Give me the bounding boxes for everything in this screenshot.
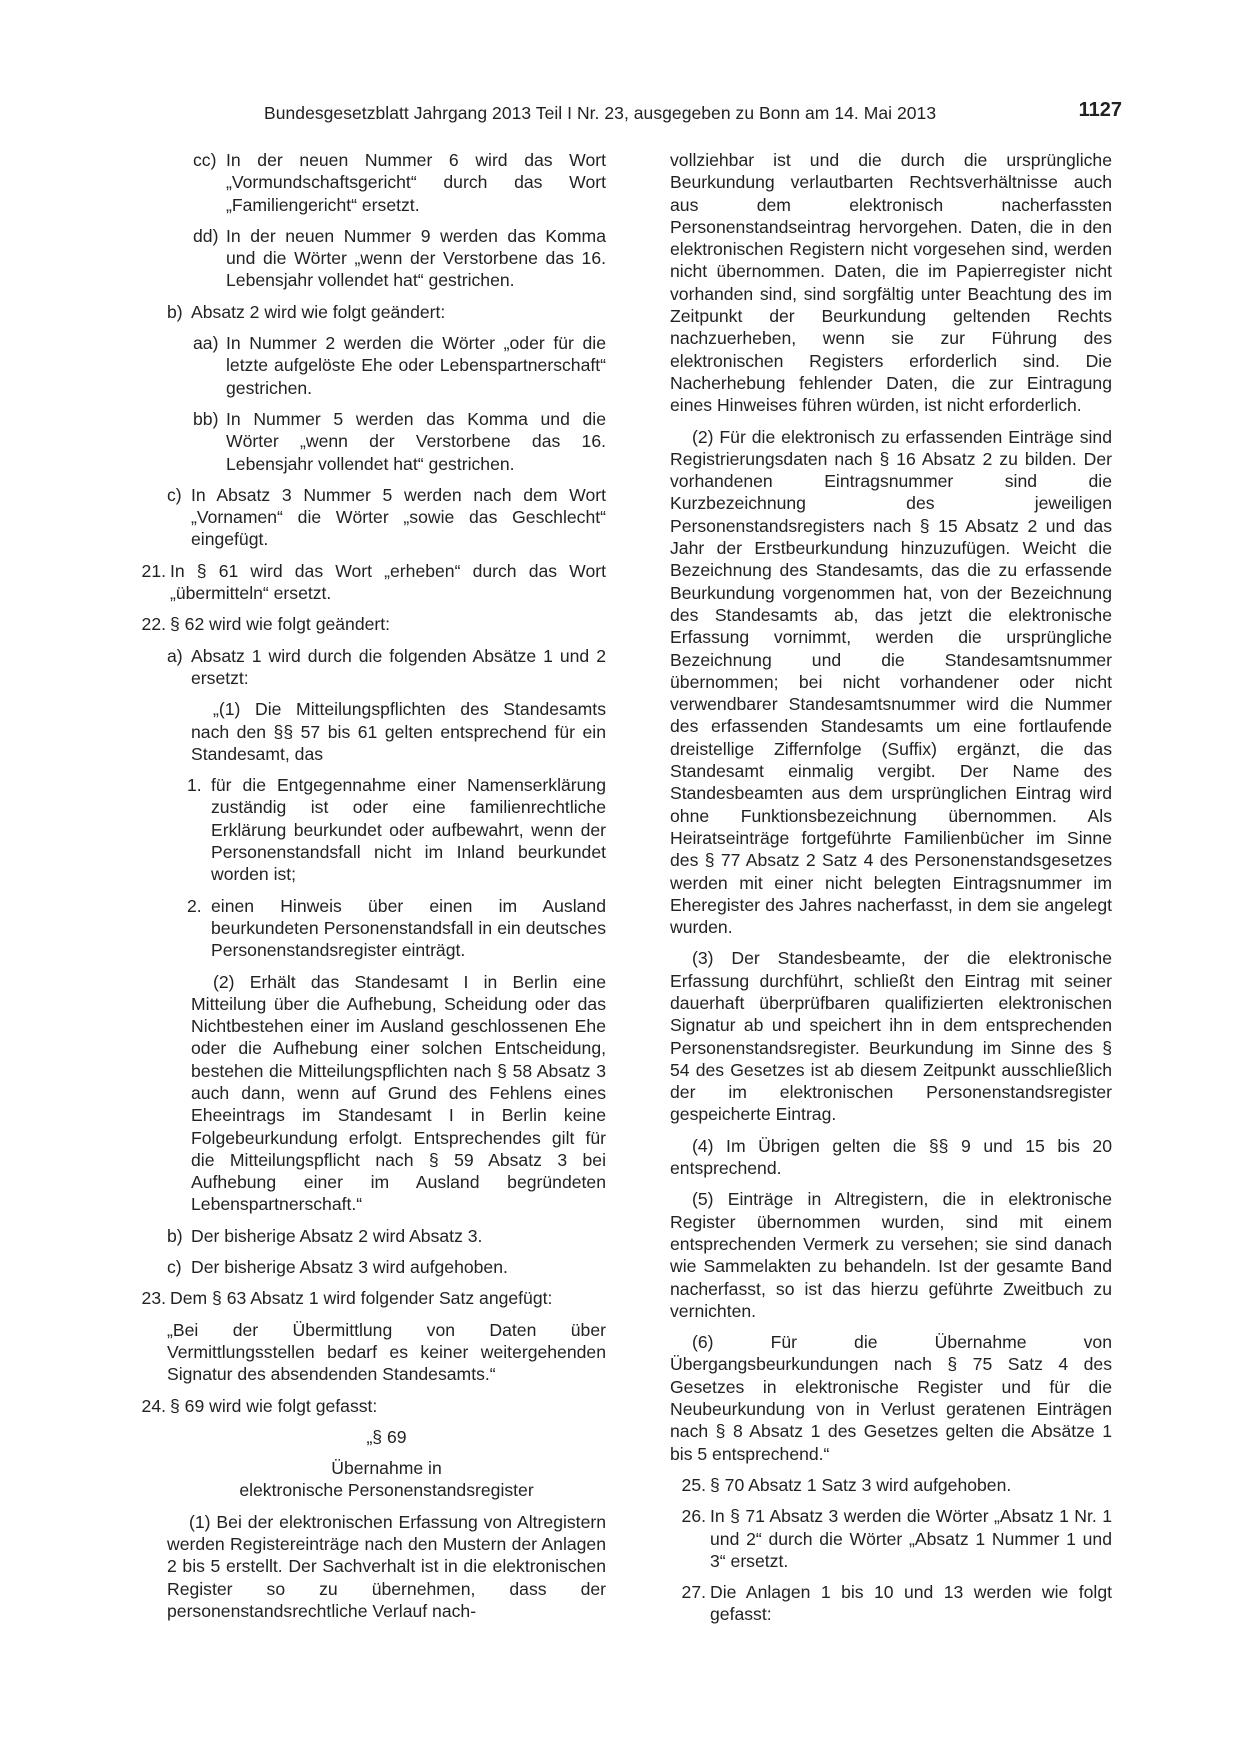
list-item xyxy=(130,332,606,399)
item-label: bb) xyxy=(193,408,219,429)
quoted-paragraph: „(1) Die Mitteilungspflichten des Standesamts nach den §§ 57 bis 61 gelten entsprechend für ein Standesamt, das xyxy=(191,699,606,764)
item-label: b) xyxy=(167,1225,183,1246)
item-text: einen Hinweis über einen im Ausland beurkundeten Personenstandsfall in ein deutsches Personenstandsregister einträgt. xyxy=(211,895,606,961)
section-paragraph-6: (6) Für die Übernahme von Übergangsbeurkundungen nach § 75 Satz 4 des Gesetzes in elektronische Register und für die Neubeurkundung von in Verlust geratenen Einträgen nach § 8 Absatz 1 des Gesetzes gelten die Absätze 1 bis 5 entsprechend.“ xyxy=(670,1332,1112,1464)
list-item xyxy=(130,774,606,885)
list-item xyxy=(130,1225,606,1247)
numbered-item xyxy=(670,1581,1112,1626)
section-title-line-1: Übernahme in xyxy=(331,1458,442,1479)
running-header xyxy=(264,99,1122,127)
quoted-paragraph: (2) Erhält das Standesamt I in Berlin eine Mitteilung über die Aufhebung, Scheidung oder das Nichtbestehen einer im Ausland geschlossenen Ehe oder die Aufhebung einer solchen Entscheidung, bestehen die Mitteilungspflichten nach § 58 Absatz 3 auch dann, wenn auf Grund des Fehlens eines Eheeintrags im Standesamt I in Berlin keine Folgebeurkundung erfolgt. Entsprechendes gilt für die Mitteilungspflicht nach § 59 Absatz 3 bei Aufhebung einer im Ausland begründeten Lebenspartnerschaft.“ xyxy=(191,971,606,1215)
numbered-item xyxy=(130,1287,606,1309)
list-item xyxy=(130,484,606,551)
item-text: § 62 wird wie folgt geändert: xyxy=(170,614,391,635)
item-text: In § 61 wird das Wort „erheben“ durch das Wort „übermitteln“ ersetzt. xyxy=(170,560,606,604)
numbered-item xyxy=(130,560,606,605)
list-item xyxy=(130,149,606,216)
numbered-item xyxy=(670,1505,1112,1572)
list-item xyxy=(130,408,606,475)
item-label: 1. xyxy=(187,775,202,796)
item-number: 25. xyxy=(681,1474,706,1495)
item-text: In Nummer 2 werden die Wörter „oder für die letzte aufgelöste Ehe oder Lebenspartnerschaft“ gestrichen. xyxy=(226,333,606,398)
item-text: Absatz 2 wird wie folgt geändert: xyxy=(191,301,446,322)
section-paragraph-4: (4) Im Übrigen gelten die §§ 9 und 15 bis 20 entsprechend. xyxy=(670,1135,1112,1179)
item-text: In § 71 Absatz 3 werden die Wörter „Absatz 1 Nr. 1 und 2“ durch die Wörter „Absatz 1 Nummer 1 und 3“ ersetzt. xyxy=(710,1506,1112,1571)
section-title-line-2: elektronische Personenstandsregister xyxy=(239,1480,534,1501)
item-label: c) xyxy=(167,484,182,505)
item-label: a) xyxy=(167,645,183,666)
item-text: § 70 Absatz 1 Satz 3 wird aufgehoben. xyxy=(710,1474,1012,1495)
item-text: Die Anlagen 1 bis 10 und 13 werden wie folgt gefasst: xyxy=(710,1582,1112,1625)
item-number: 23. xyxy=(141,1288,166,1309)
list-item xyxy=(130,301,606,323)
item-label: 2. xyxy=(187,895,202,916)
section-paragraph-5: (5) Einträge in Altregistern, die in elektronische Register übernommen wurden, sind mit einem entsprechenden Vermerk zu versehen; sie sind danach wie Sammelakten zu behandeln. Ist der gesamte Band nacherfasst, so ist das hierzu geführte Zweitbuch zu vernichten. xyxy=(670,1189,1112,1321)
numbered-item xyxy=(670,1474,1112,1496)
item-text: für die Entgegennahme einer Namenserklärung zuständig ist oder eine familienrechtliche Erklärung beurkundet oder aufbewahrt, wenn der Personenstandsfall nicht im Inland beurkundet worden ist; xyxy=(211,775,606,885)
item-number: 24. xyxy=(141,1395,166,1416)
item-text: In der neuen Nummer 6 wird das Wort „Vormundschaftsgericht“ durch das Wort „Familiengericht“ ersetzt. xyxy=(226,150,606,215)
list-item xyxy=(130,645,606,690)
section-paragraph-2: (2) Für die elektronisch zu erfassenden Einträge sind Registrierungsdaten nach § 16 Absatz 2 zu bilden. Der vorhandenen Eintragsnummer sind die Kurzbezeichnung des jeweiligen Personenstandsregisters nach § 15 Absatz 2 und das Jahr der Erstbeurkundung hinzuzufügen. Weicht die Bezeichnung des Standesamts, das die zu erfassende Beurkundung vorgenommen hat, von der Bezeichnung des Standesamts ab, das jetzt die elektronische Erfassung vornimmt, werden die ursprüngliche Bezeichnung und die Standesamtsnummer übernommen; bei nicht vorhandener oder nicht verwendbarer Standesamtsnummer wird die Nummer des erfassenden Standesamts um eine fortlaufende dreistellige Ziffernfolge (Suffix) ergänzt, die das Standesamt einmalig vergibt. Der Name des Standesbeamten aus dem ursprünglichen Eintrag wird ohne Funktionsbezeichnung übernommen. Als Heiratseinträge fortgeführte Familienbücher im Sinne des § 77 Absatz 2 Satz 4 des Personenstandsgesetzes werden mit einer nicht belegten Eintragsnummer im Eheregister des Jahres nacherfasst, in dem sie angelegt wurden. xyxy=(670,426,1112,938)
item-text: Der bisherige Absatz 3 wird aufgehoben. xyxy=(191,1257,508,1278)
list-item xyxy=(130,225,606,292)
numbered-item xyxy=(130,1395,606,1417)
item-text: Absatz 1 wird durch die folgenden Absätze 1 und 2 ersetzt: xyxy=(191,645,606,688)
item-label: aa) xyxy=(193,333,219,354)
right-column xyxy=(670,149,1112,1635)
item-text: In der neuen Nummer 9 werden das Komma und die Wörter „wenn der Verstorbene das 16. Lebensjahr vollendet hat“ gestrichen. xyxy=(226,225,606,291)
item-label: b) xyxy=(167,301,183,322)
item-text: In Absatz 3 Nummer 5 werden nach dem Wort „Vornamen“ die Wörter „sowie das Geschlecht“ eingefügt. xyxy=(191,484,606,550)
item-number: 22. xyxy=(141,614,166,635)
list-item xyxy=(130,1256,606,1278)
numbered-item xyxy=(130,613,606,635)
page-number: 1127 xyxy=(1078,99,1122,121)
item-text: Der bisherige Absatz 2 wird Absatz 3. xyxy=(191,1225,483,1246)
item-text: Dem § 63 Absatz 1 wird folgender Satz angefügt: xyxy=(170,1288,553,1309)
item-label: c) xyxy=(167,1257,182,1278)
list-item xyxy=(130,895,606,962)
item-label: dd) xyxy=(193,225,219,246)
item-number: 21. xyxy=(141,560,166,581)
header-title: Bundesgesetzblatt Jahrgang 2013 Teil I Nr. 23, ausgegeben zu Bonn am 14. Mai 2013 xyxy=(264,103,937,123)
item-text: In Nummer 5 werden das Komma und die Wörter „wenn der Verstorbene das 16. Lebensjahr vollendet hat“ gestrichen. xyxy=(226,408,606,474)
quoted-sentence: „Bei der Übermittlung von Daten über Vermittlungsstellen bedarf es keiner weitergehenden Signatur des absendenden Standesamts.“ xyxy=(167,1319,606,1385)
section-paragraph-1: (1) Bei der elektronischen Erfassung von Altregistern werden Registereinträge nach den Mustern der Anlagen 2 bis 5 erstellt. Der Sachverhalt ist in die elektronischen Register so zu übernehmen, dass der personenstandsrechtliche Verlauf nach- xyxy=(167,1511,606,1621)
item-number: 27. xyxy=(681,1582,706,1603)
item-label: cc) xyxy=(193,150,217,170)
item-text: § 69 wird wie folgt gefasst: xyxy=(170,1395,378,1416)
item-number: 26. xyxy=(681,1506,706,1527)
left-column xyxy=(130,149,606,1631)
section-paragraph-3: (3) Der Standesbeamte, der die elektronische Erfassung durchführt, schließt den Eintrag mit seiner dauerhaft überprüfbaren qualifizierten elektronischen Signatur ab und speichert ihn in dem entsprechenden Personenstandsregister. Beurkundung im Sinne des § 54 des Gesetzes ist ab diesem Zeitpunkt ausschließlich der im elektronischen Personenstandsregister gespeicherte Eintrag. xyxy=(670,948,1112,1125)
section-number: „§ 69 xyxy=(366,1426,407,1447)
section-paragraph-1-continued: vollziehbar ist und die durch die ursprüngliche Beurkundung verlautbarten Rechtsverhältnisse auch aus dem elektronisch nacherfassten Personenstandseintrag hervorgehen. Daten, die in den elektronischen Registern nicht vorgesehen sind, werden nicht übernommen. Daten, die im Papierregister nicht vorhanden sind, sind sorgfältig unter Beachtung des im Zeitpunkt der Beurkundung geltenden Rechts nachzuerheben, wenn sie zur Führung des elektronischen Registers erforderlich sind. Die Nacherhebung fehlender Daten, die zur Eintragung eines Hinweises führen würden, ist nicht erforderlich. xyxy=(670,150,1112,416)
